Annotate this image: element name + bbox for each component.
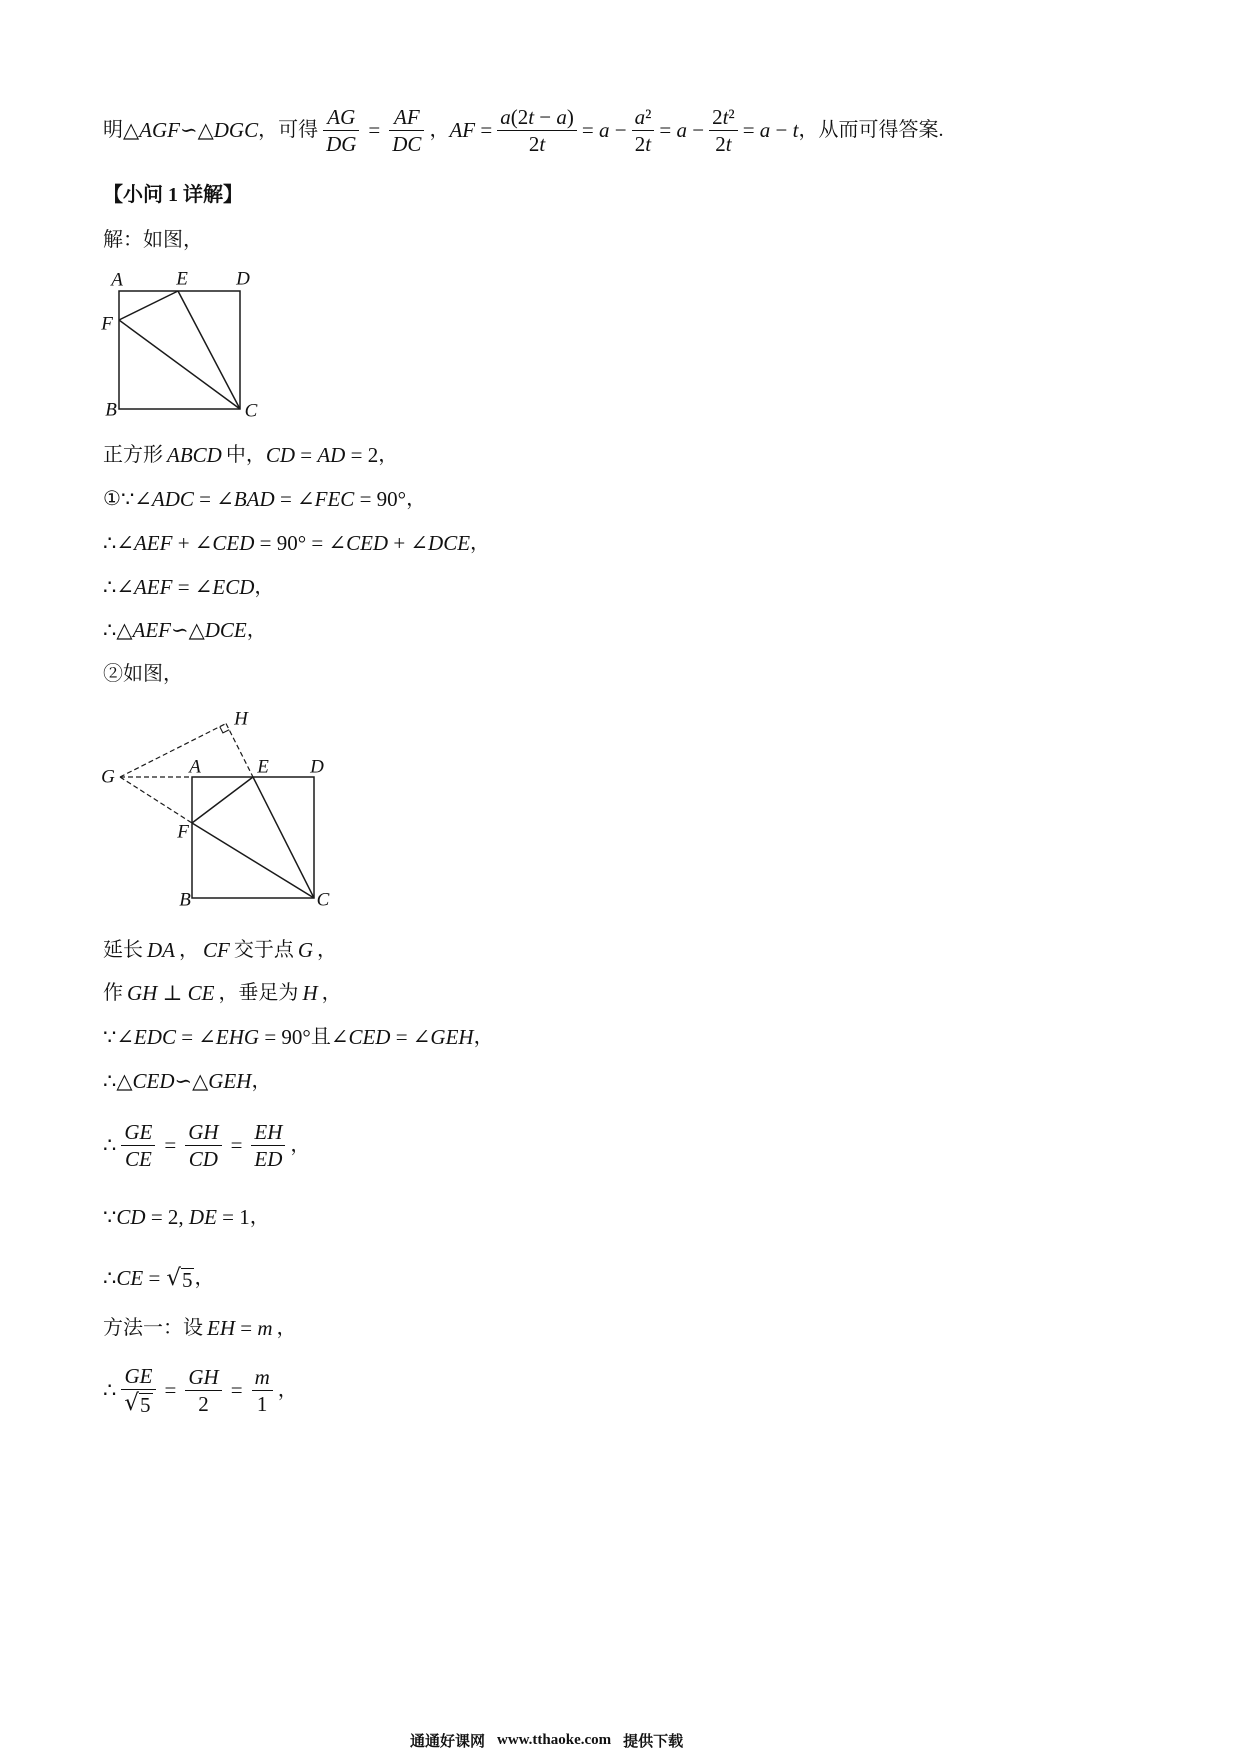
- given-line: [103, 1197, 270, 1237]
- fraction-denominator: 2 t: [528, 131, 546, 156]
- math-variable: ABCD: [167, 443, 222, 467]
- ratio-line: [103, 1113, 310, 1177]
- math-variable: AEF: [133, 531, 173, 555]
- math-variable: EDC: [133, 1025, 176, 1049]
- math-variable: EHG: [215, 1025, 260, 1049]
- text-run: 且: [310, 1026, 331, 1048]
- math-variable: a: [598, 118, 610, 142]
- point-label-e: E: [176, 268, 188, 290]
- fraction-numerator: [251, 1119, 285, 1146]
- math-variable: FEC: [314, 487, 355, 511]
- fraction-denominator: 2 t: [634, 131, 652, 156]
- math-variable: a: [500, 104, 511, 129]
- math-variable: GH: [188, 1119, 219, 1144]
- math-variable: AGF: [139, 118, 180, 142]
- fraction: [121, 1119, 155, 1172]
- fraction: [185, 1364, 221, 1417]
- math-variable: DC: [392, 131, 422, 156]
- text-run: ，: [194, 1267, 215, 1289]
- part2-intro-line: [103, 654, 183, 694]
- math-variable: H: [302, 981, 318, 1005]
- math-variable: CED: [346, 531, 389, 555]
- text-run: 明: [103, 119, 123, 141]
- fraction-denominator: 2 t: [715, 131, 732, 156]
- fraction-numerator: [121, 1119, 155, 1146]
- text-run: ，: [276, 1317, 297, 1339]
- math-expression: AF =: [449, 118, 493, 142]
- square-abcd: [192, 777, 314, 898]
- text-run: 交于点: [233, 939, 294, 961]
- text-run: ，从而可得答案.: [798, 119, 944, 141]
- footer-site-name: 通通好课网: [410, 1733, 486, 1750]
- math-variable: DGC: [213, 118, 259, 142]
- text-run: ，: [473, 1026, 494, 1048]
- math-expression: CD = AD = 2: [265, 443, 379, 467]
- solution-intro-line: [103, 220, 203, 260]
- section-heading-line: [103, 175, 243, 215]
- ratio-line-2: [103, 1358, 298, 1422]
- text-run: ②如图，: [103, 663, 183, 685]
- math-variable: m: [257, 1316, 273, 1340]
- segment-fe: [192, 777, 253, 823]
- text-run: ，: [179, 939, 199, 961]
- math-variable: GEH: [208, 1069, 252, 1093]
- math-expression: △AGF∽△DGC: [123, 118, 259, 142]
- point-label-f: F: [101, 313, 113, 335]
- fraction: [323, 104, 359, 157]
- math-expression: ∴△CED∽△GEH: [103, 1069, 252, 1093]
- fraction: [121, 1363, 155, 1417]
- equals-sign: =: [230, 1378, 243, 1402]
- math-variable: AD: [317, 443, 346, 467]
- radicand: 5: [181, 1267, 193, 1292]
- method-one-line: [103, 1308, 297, 1348]
- step3-line: [103, 567, 274, 607]
- math-expression: ∵∠EDC = ∠EHG = 90°: [103, 1025, 311, 1049]
- math-variable: CE: [124, 1146, 152, 1171]
- radical-sign: √: [166, 1264, 181, 1291]
- fraction-denominator: [121, 1390, 155, 1417]
- fraction-numerator: a²: [632, 104, 655, 131]
- math-variable: AF: [394, 104, 420, 129]
- point-label-f: F: [177, 821, 189, 843]
- math-variable: ECD: [212, 575, 255, 599]
- math-variable: GH: [188, 1364, 219, 1389]
- fraction-denominator: 1: [256, 1391, 268, 1416]
- math-variable: a: [676, 118, 687, 142]
- figure-square-abcd-extended: [95, 700, 345, 920]
- math-variable: AEF: [132, 618, 171, 642]
- math-variable: ED: [254, 1146, 283, 1171]
- angle-line: [103, 1017, 494, 1057]
- figure-square-abcd: [95, 262, 270, 427]
- text-run: ，: [429, 119, 450, 141]
- square-root: [124, 1390, 152, 1417]
- fraction-denominator: 2: [198, 1391, 209, 1416]
- similar-triangles-line: [103, 1061, 271, 1101]
- text-run: ，可得: [258, 119, 319, 141]
- math-expression: ∴∠AEF + ∠CED = 90° = ∠CED + ∠DCE: [103, 531, 471, 555]
- fraction-numerator: [121, 1363, 155, 1390]
- radical-sign: √: [124, 1390, 140, 1416]
- fraction-numerator: [252, 1364, 273, 1391]
- fraction-denominator: [389, 131, 424, 157]
- step4-line: [103, 610, 267, 650]
- math-variable: t: [792, 118, 799, 142]
- math-expression: ∵∠ADC = ∠BAD = ∠FEC = 90°: [120, 487, 407, 511]
- equals-sign: =: [230, 1133, 243, 1157]
- text-run: ①: [103, 488, 121, 510]
- math-variable: DCE: [204, 618, 247, 642]
- radicand: 5: [140, 1393, 151, 1417]
- text-run: ，: [378, 444, 399, 466]
- ce-value-line: [103, 1258, 214, 1298]
- math-variable: CED: [348, 1025, 391, 1049]
- math-variable: DG: [326, 131, 357, 156]
- math-expression: [167, 435, 222, 475]
- math-variable: t: [528, 104, 535, 129]
- point-label-d: D: [310, 756, 324, 778]
- math-variable: GE: [124, 1364, 153, 1388]
- fraction-denominator: [121, 1146, 155, 1172]
- fraction: [389, 104, 424, 157]
- fraction: [497, 104, 577, 157]
- math-variable: GE: [124, 1119, 153, 1144]
- math-expression: ∴△AEF∽△DCE: [103, 618, 247, 642]
- therefore-symbol: ∴: [103, 1133, 117, 1157]
- point-label-b: B: [179, 889, 191, 911]
- dashed-segment-he: [226, 724, 253, 778]
- text-run: ，: [406, 488, 427, 510]
- text-run: 方法一：设: [103, 1317, 203, 1339]
- point-label-b: B: [105, 399, 117, 421]
- math-variable: DE: [188, 1205, 217, 1229]
- math-variable: ADC: [151, 487, 194, 511]
- point-label-c: C: [316, 889, 330, 911]
- math-expression: [302, 973, 317, 1013]
- math-variable: AF: [449, 118, 476, 142]
- step2-line: [103, 523, 490, 563]
- text-run: ，: [290, 1134, 311, 1156]
- math-variable: EH: [207, 1316, 235, 1340]
- point-label-c: C: [244, 400, 258, 422]
- math-expression: ∴CE =: [103, 1266, 161, 1290]
- math-expression: = a − t: [742, 118, 799, 142]
- math-variable: GH: [127, 981, 158, 1005]
- fraction: [251, 1119, 285, 1172]
- text-run: 作: [103, 982, 123, 1004]
- text-run: 解：如图，: [103, 229, 203, 251]
- fraction: [632, 104, 655, 157]
- segment-fc: [119, 320, 240, 409]
- therefore-symbol: ∴: [103, 1378, 117, 1402]
- text-run: ，: [249, 1206, 270, 1228]
- math-variable: t: [725, 131, 732, 156]
- text-run: ，: [251, 1070, 272, 1092]
- math-expression: EH = m: [207, 1316, 273, 1340]
- fraction-numerator: [323, 104, 359, 131]
- text-run: 延长: [103, 939, 143, 961]
- fraction-denominator: [251, 1146, 285, 1172]
- extend-line: [103, 930, 337, 970]
- fraction-denominator: [323, 131, 359, 157]
- segment-fe: [119, 291, 178, 320]
- math-variable: CD: [265, 443, 296, 467]
- text-run: ，: [277, 1379, 298, 1401]
- math-variable: CED: [132, 1069, 175, 1093]
- intro-line: [103, 98, 943, 162]
- text-run: ，: [470, 532, 491, 554]
- fraction-numerator: [185, 1119, 221, 1146]
- point-label-a: A: [189, 756, 201, 778]
- math-variable: BAD: [233, 487, 275, 511]
- math-expression: [203, 930, 230, 970]
- fraction: [709, 104, 738, 157]
- point-label-a: A: [111, 269, 123, 291]
- math-variable: CD: [116, 1205, 146, 1229]
- math-variable: CED: [212, 531, 255, 555]
- square-line: [103, 435, 398, 475]
- step1-line: [103, 479, 426, 519]
- fraction-numerator: [389, 104, 424, 131]
- math-expression: ∴∠AEF = ∠ECD: [103, 575, 255, 599]
- fraction: [252, 1364, 273, 1417]
- equals-sign: =: [164, 1378, 177, 1402]
- fraction-numerator: [185, 1364, 221, 1391]
- math-expression: ∵CD = 2, DE = 1: [103, 1205, 250, 1229]
- math-variable: EH: [254, 1119, 283, 1144]
- fraction-numerator: 2t²: [709, 104, 738, 131]
- text-run: ，垂足为: [218, 982, 299, 1004]
- math-expression: GH ⊥ CE: [127, 981, 215, 1005]
- point-label-d: D: [236, 268, 250, 290]
- math-variable: DCE: [428, 531, 471, 555]
- square-root: [166, 1265, 194, 1292]
- math-variable: CF: [203, 938, 230, 962]
- text-run: ，: [321, 982, 342, 1004]
- math-variable: CE: [116, 1266, 144, 1290]
- point-label-g: G: [101, 766, 115, 788]
- fraction-denominator: [185, 1146, 221, 1172]
- footer-url: www.tthaoke.com: [497, 1731, 612, 1748]
- math-variable: t: [539, 131, 546, 156]
- math-variable: AG: [327, 104, 356, 129]
- dashed-segment-gf: [120, 777, 192, 823]
- square-abcd: [119, 291, 240, 409]
- math-expression: = a −: [581, 118, 627, 142]
- perpendicular-line: [103, 973, 342, 1013]
- fraction: [185, 1119, 221, 1172]
- math-expression: = a −: [659, 118, 705, 142]
- point-label-h: H: [234, 708, 248, 730]
- math-variable: a: [634, 104, 646, 129]
- segment-ec: [178, 291, 240, 409]
- math-variable: G: [297, 938, 314, 962]
- math-variable: t: [722, 104, 729, 129]
- point-label-e: E: [257, 756, 269, 778]
- math-expression: ∠CED = ∠GEH: [330, 1025, 474, 1049]
- footer-suffix: 提供下载: [623, 1733, 684, 1750]
- math-variable: a: [556, 104, 567, 129]
- math-variable: CD: [188, 1146, 218, 1171]
- equals-sign: =: [164, 1133, 177, 1157]
- text-run: 正方形: [103, 444, 163, 466]
- fraction-numerator: a(2t − a): [497, 104, 577, 131]
- math-variable: m: [254, 1364, 270, 1389]
- math-expression: [147, 930, 175, 970]
- section-heading: 【小问 1 详解】: [103, 184, 243, 206]
- equals-sign: =: [368, 118, 381, 142]
- text-run: ，: [246, 619, 267, 641]
- math-expression: [298, 930, 313, 970]
- page-footer: [410, 1728, 695, 1752]
- math-variable: GEH: [430, 1025, 474, 1049]
- text-run: ，: [254, 576, 275, 598]
- math-variable: CE: [187, 981, 215, 1005]
- math-variable: t: [645, 131, 652, 156]
- math-variable: DA: [147, 938, 175, 962]
- text-run: 中，: [225, 444, 266, 466]
- math-variable: a: [759, 118, 771, 142]
- math-variable: AEF: [133, 575, 173, 599]
- dashed-segment-gh: [120, 724, 226, 778]
- text-run: ，: [317, 939, 338, 961]
